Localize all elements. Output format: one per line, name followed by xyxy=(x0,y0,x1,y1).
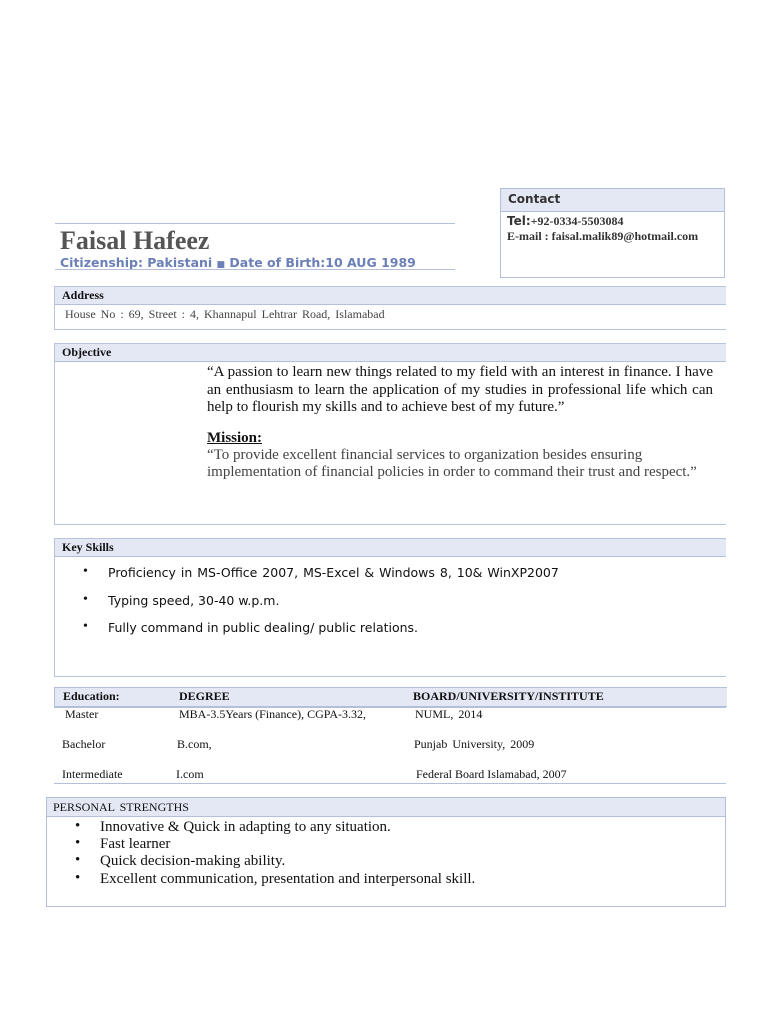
strength-item: Innovative & Quick in adapting to any situation. xyxy=(100,819,391,835)
skills-title: Key Skills xyxy=(55,539,726,557)
objective-title: Objective xyxy=(55,344,726,362)
education-header-row xyxy=(54,687,727,707)
header-bottom-rule xyxy=(55,269,455,270)
skill-item: Typing speed, 30-40 w.p.m. xyxy=(108,593,280,608)
contact-box xyxy=(500,188,725,278)
skill-item: Proficiency in MS-Office 2007, MS-Excel & Windows 8, 10& WinXP2007 xyxy=(108,565,559,580)
address-section xyxy=(54,286,726,330)
objective-text: “A passion to learn new things related to my field with an interest in finance. I have an enthusiasm to learn the application of my studies in professional life which can help to flourish my skills and to achieve best of my future.” xyxy=(207,364,713,415)
strength-item: Quick decision-making ability. xyxy=(100,853,286,869)
header-subtitle: Citizenship: Pakistani ■ Date of Birth:10 AUG 1989 xyxy=(60,255,416,270)
bullet-icon: • xyxy=(75,835,81,851)
contact-phone: Tel:+92-0334-5503084 xyxy=(507,214,624,228)
bullet-icon: • xyxy=(75,870,81,886)
education-col-degree: DEGREE xyxy=(179,689,230,703)
education-divider xyxy=(54,707,726,708)
header-top-rule xyxy=(55,223,455,224)
square-separator-icon: ■ xyxy=(216,260,226,270)
mission-label: Mission: xyxy=(207,430,263,446)
mission-text: “To provide excellent financial services to organization besides ensuring implementation of financial policies in order to command their trust and respect.” xyxy=(207,447,697,480)
address-value: House No : 69, Street : 4, Khannapul Lehtrar Road, Islamabad xyxy=(65,307,385,321)
skill-item: Fully command in public dealing/ public relations. xyxy=(108,620,419,635)
bullet-icon: • xyxy=(75,852,81,868)
strength-item: Fast learner xyxy=(100,836,171,852)
bullet-icon: • xyxy=(75,818,81,834)
bullet-icon: • xyxy=(83,619,88,634)
strengths-section xyxy=(46,797,726,907)
candidate-name: Faisal Hafeez xyxy=(60,226,210,255)
education-bottom-rule xyxy=(54,783,726,784)
bullet-icon: • xyxy=(83,564,88,579)
education-col-board: BOARD/UNIVERSITY/INSTITUTE xyxy=(413,689,604,703)
contact-title: Contact xyxy=(501,189,724,212)
strength-item: Excellent communication, presentation and interpersonal skill. xyxy=(100,871,476,887)
address-title: Address xyxy=(55,287,726,305)
objective-section xyxy=(54,343,726,525)
contact-email: E-mail : faisal.malik89@hotmail.com xyxy=(507,229,699,243)
education-title: Education: xyxy=(63,689,120,703)
skills-section xyxy=(54,538,726,677)
education-section: Education: DEGREE BOARD/UNIVERSITY/INSTITUTE Master MBA-3.5Years (Finance), CGPA-3.32, NUML, 2014 Bachelor B.com, Punjab University, 2009 Intermediate I.com Federal Board Islamabad, 2007 xyxy=(54,687,726,785)
bullet-icon: • xyxy=(83,592,88,607)
strengths-title: PERSONAL STRENGTHS xyxy=(47,798,725,817)
